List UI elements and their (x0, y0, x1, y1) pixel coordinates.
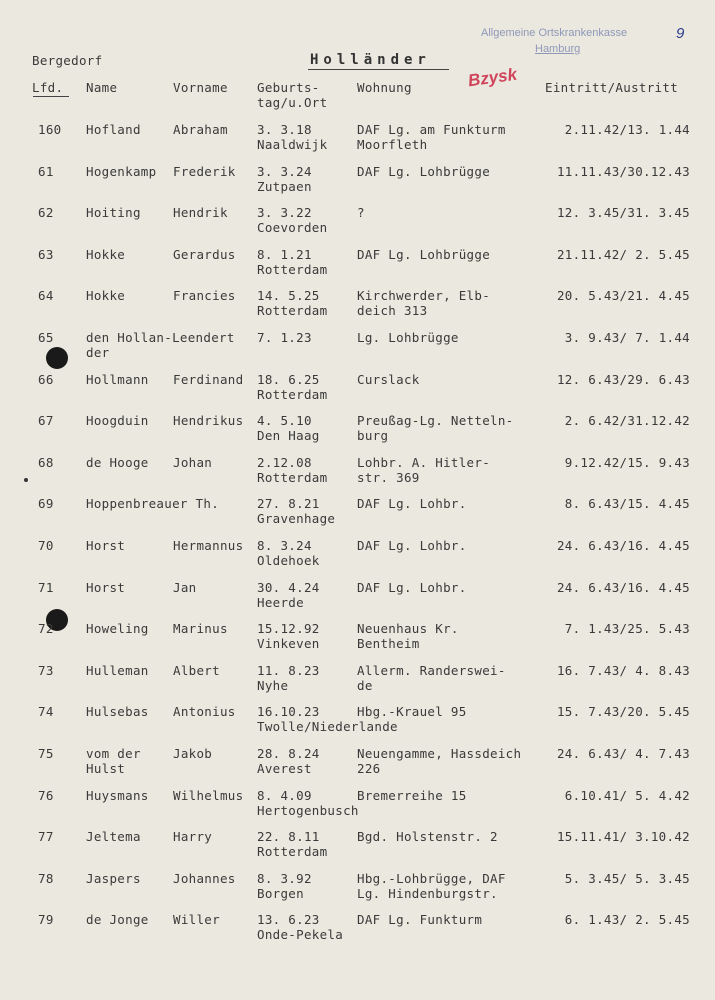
row-name: Horst (86, 538, 126, 553)
row-vorname: Harry (173, 829, 213, 844)
row-birth-date: 22. 8.11 (257, 829, 320, 844)
row-wohnung: DAF Lg. Lohbrügge (357, 164, 491, 179)
col-header-geburt-1: Geburts- (257, 80, 320, 95)
row-number: 77 (38, 829, 54, 844)
row-wohnung-continued: de (357, 678, 373, 693)
row-name: de Jonge (86, 912, 149, 927)
table-row (0, 580, 715, 620)
row-birth-date: 2.12.08 (257, 455, 312, 470)
row-number: 73 (38, 663, 54, 678)
row-birth-place: Rotterdam (257, 470, 328, 485)
row-eintritt-austritt: 11.11.43/30.12.43 (556, 164, 690, 179)
place-label: Bergedorf (32, 53, 103, 68)
table-row (0, 663, 715, 703)
row-eintritt-austritt: 21.11.42/ 2. 5.45 (556, 247, 690, 262)
row-wohnung-continued: burg (357, 428, 389, 443)
table-row (0, 372, 715, 412)
row-vorname: Hendrikus (173, 413, 244, 428)
row-birth-place: Twolle/Niederlande (257, 719, 398, 734)
table-row (0, 704, 715, 744)
lfd-underline (33, 96, 69, 97)
table-row (0, 788, 715, 828)
row-birth-place: Zutpaen (257, 179, 312, 194)
table-row (0, 912, 715, 952)
row-eintritt-austritt: 5. 3.45/ 5. 3.45 (564, 871, 690, 886)
row-eintritt-austritt: 15. 7.43/20. 5.45 (556, 704, 690, 719)
row-number: 78 (38, 871, 54, 886)
row-birth-date: 30. 4.24 (257, 580, 320, 595)
row-wohnung: DAF Lg. Lohbr. (357, 496, 467, 511)
row-wohnung-continued: Bentheim (357, 636, 420, 651)
row-wohnung: Allerm. Randerswei- (357, 663, 506, 678)
col-header-wohnung: Wohnung (357, 80, 412, 95)
col-header-lfd: Lfd. (32, 80, 64, 95)
row-birth-date: 8. 4.09 (257, 788, 312, 803)
row-wohnung: Preußag-Lg. Netteln- (357, 413, 514, 428)
row-wohnung: Neuenhaus Kr. (357, 621, 459, 636)
stamp-line2: Hamburg (535, 43, 581, 55)
row-birth-date: 15.12.92 (257, 621, 320, 636)
row-vorname: Johan (173, 455, 213, 470)
row-birth-place: Borgen (257, 886, 304, 901)
row-birth-date: 4. 5.10 (257, 413, 312, 428)
row-name: Horst (86, 580, 126, 595)
row-eintritt-austritt: 24. 6.43/ 4. 7.43 (556, 746, 690, 761)
page-number: 9 (676, 25, 685, 42)
row-vorname: Jan (173, 580, 197, 595)
row-vorname: Abraham (173, 122, 228, 137)
row-eintritt-austritt: 2. 6.42/31.12.42 (564, 413, 690, 428)
row-birth-date: 27. 8.21 (257, 496, 320, 511)
row-birth-place: Heerde (257, 595, 304, 610)
row-eintritt-austritt: 20. 5.43/21. 4.45 (556, 288, 690, 303)
row-birth-date: 8. 1.21 (257, 247, 312, 262)
row-vorname: Francies (173, 288, 236, 303)
table-row (0, 496, 715, 536)
col-header-vorname: Vorname (173, 80, 228, 95)
row-number: 72 (38, 621, 54, 636)
row-wohnung: DAF Lg. Lohbr. (357, 538, 467, 553)
row-name: Huysmans (86, 788, 149, 803)
row-vorname: Willer (173, 912, 220, 927)
row-wohnung: Curslack (357, 372, 420, 387)
row-name: Hulsebas (86, 704, 149, 719)
row-wohnung-continued: deich 313 (357, 303, 428, 318)
row-wohnung: Hbg.-Krauel 95 (357, 704, 467, 719)
row-vorname: Wilhelmus (173, 788, 244, 803)
row-name: Hoiting (86, 205, 141, 220)
row-number: 70 (38, 538, 54, 553)
row-eintritt-austritt: 15.11.41/ 3.10.42 (556, 829, 690, 844)
row-birth-place: Averest (257, 761, 312, 776)
row-birth-place: Oldehoek (257, 553, 320, 568)
row-name: Hollmann (86, 372, 149, 387)
row-name: Hulleman (86, 663, 149, 678)
row-vorname: Jakob (173, 746, 213, 761)
row-birth-date: 18. 6.25 (257, 372, 320, 387)
row-vorname: Hermannus (173, 538, 244, 553)
row-wohnung: Lg. Lohbrügge (357, 330, 459, 345)
row-wohnung: Kirchwerder, Elb- (357, 288, 491, 303)
col-header-geburt-2: tag/u.Ort (257, 95, 328, 110)
row-eintritt-austritt: 7. 1.43/25. 5.43 (564, 621, 690, 636)
row-wohnung: Bgd. Holstenstr. 2 (357, 829, 498, 844)
row-birth-date: 3. 3.18 (257, 122, 312, 137)
row-birth-date: 11. 8.23 (257, 663, 320, 678)
row-name: Jeltema (86, 829, 141, 844)
table-row (0, 330, 715, 370)
row-eintritt-austritt: 24. 6.43/16. 4.45 (556, 538, 690, 553)
title-underline (308, 69, 449, 70)
row-birth-place: Coevorden (257, 220, 328, 235)
row-wohnung: Bremerreihe 15 (357, 788, 467, 803)
row-vorname: Ferdinand (173, 372, 244, 387)
row-birth-place: Rotterdam (257, 303, 328, 318)
row-number: 75 (38, 746, 54, 761)
row-eintritt-austritt: 6. 1.43/ 2. 5.45 (564, 912, 690, 927)
table-row (0, 122, 715, 162)
row-vorname: Antonius (173, 704, 236, 719)
row-name: Jaspers (86, 871, 141, 886)
row-name: Hoppenbreauer Th. (86, 496, 220, 511)
row-number: 63 (38, 247, 54, 262)
table-row (0, 829, 715, 869)
row-eintritt-austritt: 6.10.41/ 5. 4.42 (564, 788, 690, 803)
row-name: den Hollan-Leendert (86, 330, 235, 345)
row-birth-place: Onde-Pekela (257, 927, 344, 942)
table-row (0, 205, 715, 245)
row-eintritt-austritt: 8. 6.43/15. 4.45 (564, 496, 690, 511)
row-birth-place: Vinkeven (257, 636, 320, 651)
row-eintritt-austritt: 16. 7.43/ 4. 8.43 (556, 663, 690, 678)
table-row (0, 746, 715, 786)
row-birth-place: Hertogenbusch (257, 803, 359, 818)
row-number: 79 (38, 912, 54, 927)
row-name-continued: Hulst (86, 761, 126, 776)
row-name: Hoogduin (86, 413, 149, 428)
row-birth-date: 3. 3.22 (257, 205, 312, 220)
row-wohnung: ? (357, 205, 365, 220)
row-name: Hofland (86, 122, 141, 137)
row-wohnung: DAF Lg. Lohbr. (357, 580, 467, 595)
row-birth-place: Gravenhage (257, 511, 336, 526)
table-row (0, 247, 715, 287)
row-wohnung: Lohbr. A. Hitler- (357, 455, 491, 470)
row-name: de Hooge (86, 455, 149, 470)
row-number: 67 (38, 413, 54, 428)
row-birth-date: 28. 8.24 (257, 746, 320, 761)
row-birth-date: 8. 3.24 (257, 538, 312, 553)
row-birth-date: 14. 5.25 (257, 288, 320, 303)
row-vorname: Hendrik (173, 205, 228, 220)
row-number: 76 (38, 788, 54, 803)
row-wohnung: Neuengamme, Hassdeich (357, 746, 522, 761)
row-birth-date: 7. 1.23 (257, 330, 312, 345)
row-vorname: Frederik (173, 164, 236, 179)
row-number: 66 (38, 372, 54, 387)
row-number: 68 (38, 455, 54, 470)
table-row (0, 538, 715, 578)
row-name-continued: der (86, 345, 110, 360)
row-birth-place: Rotterdam (257, 262, 328, 277)
row-wohnung-continued: 226 (357, 761, 381, 776)
page-title: Holländer (310, 52, 431, 68)
row-birth-place: Rotterdam (257, 844, 328, 859)
table-row (0, 621, 715, 661)
row-wohnung: DAF Lg. am Funkturm (357, 122, 506, 137)
table-row (0, 455, 715, 495)
row-number: 64 (38, 288, 54, 303)
row-name: vom der (86, 746, 141, 761)
row-vorname: Gerardus (173, 247, 236, 262)
row-number: 160 (38, 122, 62, 137)
table-row (0, 288, 715, 328)
row-eintritt-austritt: 24. 6.43/16. 4.45 (556, 580, 690, 595)
row-name: Hokke (86, 247, 126, 262)
row-number: 65 (38, 330, 54, 345)
row-eintritt-austritt: 9.12.42/15. 9.43 (564, 455, 690, 470)
row-birth-date: 16.10.23 (257, 704, 320, 719)
row-number: 61 (38, 164, 54, 179)
row-wohnung-continued: Lg. Hindenburgstr. (357, 886, 498, 901)
row-number: 69 (38, 496, 54, 511)
row-wohnung-continued: Moorfleth (357, 137, 428, 152)
row-wohnung: DAF Lg. Lohbrügge (357, 247, 491, 262)
row-eintritt-austritt: 2.11.42/13. 1.44 (564, 122, 690, 137)
row-name: Hogenkamp (86, 164, 157, 179)
row-birth-place: Nyhe (257, 678, 289, 693)
col-header-name: Name (86, 80, 118, 95)
row-birth-place: Naaldwijk (257, 137, 328, 152)
row-vorname: Marinus (173, 621, 228, 636)
row-number: 62 (38, 205, 54, 220)
row-vorname: Albert (173, 663, 220, 678)
row-birth-date: 8. 3.92 (257, 871, 312, 886)
row-birth-place: Rotterdam (257, 387, 328, 402)
row-birth-date: 3. 3.24 (257, 164, 312, 179)
red-pencil-mark: Bzysk (466, 64, 519, 91)
table-row (0, 871, 715, 911)
row-eintritt-austritt: 12. 6.43/29. 6.43 (556, 372, 690, 387)
row-birth-date: 13. 6.23 (257, 912, 320, 927)
row-wohnung-continued: str. 369 (357, 470, 420, 485)
row-number: 71 (38, 580, 54, 595)
row-eintritt-austritt: 12. 3.45/31. 3.45 (556, 205, 690, 220)
row-wohnung: DAF Lg. Funkturm (357, 912, 483, 927)
row-eintritt-austritt: 3. 9.43/ 7. 1.44 (564, 330, 690, 345)
row-name: Hokke (86, 288, 126, 303)
row-name: Howeling (86, 621, 149, 636)
table-row (0, 413, 715, 453)
table-row (0, 164, 715, 204)
row-birth-place: Den Haag (257, 428, 320, 443)
row-vorname: Johannes (173, 871, 236, 886)
row-wohnung: Hbg.-Lohbrügge, DAF (357, 871, 506, 886)
stamp-line1: Allgemeine Ortskrankenkasse (481, 27, 628, 39)
col-header-eintritt: Eintritt/Austritt (545, 80, 679, 95)
row-number: 74 (38, 704, 54, 719)
